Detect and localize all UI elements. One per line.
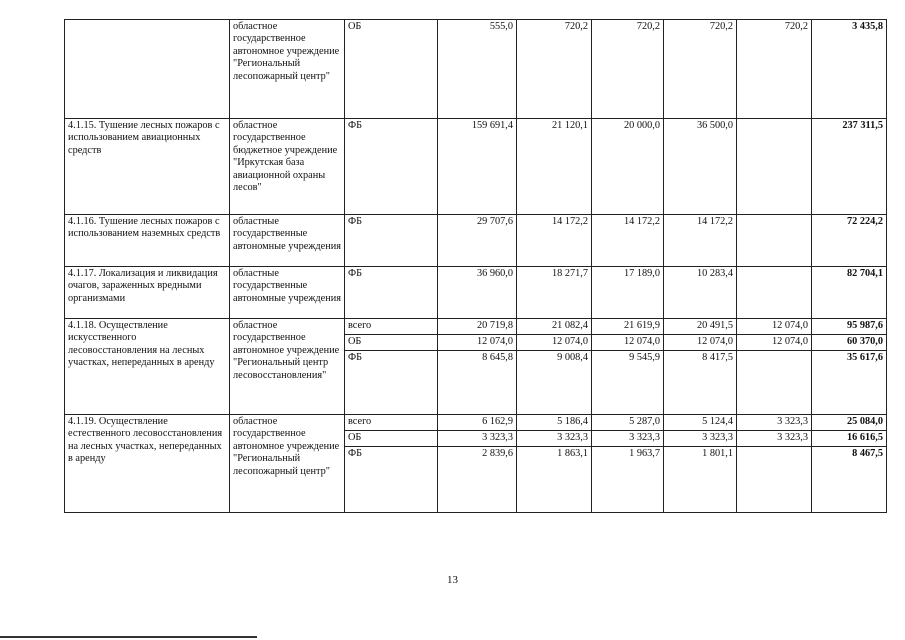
year-amount-cell: 36 500,0 bbox=[664, 119, 737, 215]
year-amount-cell: 3 323,3 bbox=[737, 431, 812, 447]
year-amount-cell: 20 000,0 bbox=[592, 119, 664, 215]
year-amount-cell: 21 120,1 bbox=[517, 119, 592, 215]
page-number: 13 bbox=[447, 574, 458, 586]
activity-name-cell: 4.1.19. Осуществление естественного лесовосстановления на лесных участках, непереданных в аренду bbox=[65, 415, 230, 513]
year-amount-cell: 20 719,8 bbox=[438, 319, 517, 335]
year-amount-cell: 12 074,0 bbox=[592, 335, 664, 351]
total-amount-cell: 16 616,5 bbox=[812, 431, 887, 447]
year-amount-cell: 10 283,4 bbox=[664, 267, 737, 319]
year-amount-cell bbox=[737, 215, 812, 267]
year-amount-cell: 18 271,7 bbox=[517, 267, 592, 319]
year-amount-cell: 720,2 bbox=[664, 20, 737, 119]
year-amount-cell: 2 839,6 bbox=[438, 447, 517, 513]
budget-table bbox=[64, 19, 887, 513]
year-amount-cell: 29 707,6 bbox=[438, 215, 517, 267]
year-amount-cell: 14 172,2 bbox=[664, 215, 737, 267]
table-row bbox=[65, 267, 887, 319]
institution-cell: областные государственные автономные учреждения bbox=[230, 267, 345, 319]
year-amount-cell: 9 545,9 bbox=[592, 351, 664, 415]
year-amount-cell: 9 008,4 bbox=[517, 351, 592, 415]
year-amount-cell: 14 172,2 bbox=[592, 215, 664, 267]
activity-name-cell: 4.1.17. Локализация и ликвидация очагов, зараженных вредными организмами bbox=[65, 267, 230, 319]
year-amount-cell: 3 323,3 bbox=[737, 415, 812, 431]
institution-cell: областное государственное автономное учреждение "Региональный центр лесовосстановления" bbox=[230, 319, 345, 415]
year-amount-cell: 3 323,3 bbox=[664, 431, 737, 447]
year-amount-cell: 21 619,9 bbox=[592, 319, 664, 335]
year-amount-cell: 21 082,4 bbox=[517, 319, 592, 335]
activity-name-cell: 4.1.16. Тушение лесных пожаров с использованием наземных средств bbox=[65, 215, 230, 267]
year-amount-cell: 5 124,4 bbox=[664, 415, 737, 431]
total-amount-cell: 72 224,2 bbox=[812, 215, 887, 267]
funding-source-cell: ОБ bbox=[345, 20, 438, 119]
year-amount-cell: 17 189,0 bbox=[592, 267, 664, 319]
table-body bbox=[65, 20, 887, 513]
activity-name-cell bbox=[65, 20, 230, 119]
year-amount-cell bbox=[737, 267, 812, 319]
table-row bbox=[65, 20, 887, 119]
year-amount-cell: 3 323,3 bbox=[517, 431, 592, 447]
funding-source-cell: всего bbox=[345, 415, 438, 431]
year-amount-cell: 36 960,0 bbox=[438, 267, 517, 319]
institution-cell: областные государственные автономные учреждения bbox=[230, 215, 345, 267]
scan-edge-line bbox=[0, 636, 257, 638]
year-amount-cell: 12 074,0 bbox=[737, 319, 812, 335]
year-amount-cell: 720,2 bbox=[592, 20, 664, 119]
funding-source-cell: ФБ bbox=[345, 351, 438, 415]
year-amount-cell: 5 287,0 bbox=[592, 415, 664, 431]
total-amount-cell: 35 617,6 bbox=[812, 351, 887, 415]
year-amount-cell: 1 963,7 bbox=[592, 447, 664, 513]
total-amount-cell: 8 467,5 bbox=[812, 447, 887, 513]
year-amount-cell: 159 691,4 bbox=[438, 119, 517, 215]
activity-name-cell: 4.1.18. Осуществление искусственного лесовосстановления на лесных участках, непереданных в аренду bbox=[65, 319, 230, 415]
funding-source-cell: ФБ bbox=[345, 447, 438, 513]
total-amount-cell: 60 370,0 bbox=[812, 335, 887, 351]
year-amount-cell bbox=[737, 119, 812, 215]
funding-source-cell: ОБ bbox=[345, 335, 438, 351]
funding-source-cell: ОБ bbox=[345, 431, 438, 447]
institution-cell: областное государственное автономное учреждение "Региональный лесопожарный центр" bbox=[230, 20, 345, 119]
year-amount-cell: 8 645,8 bbox=[438, 351, 517, 415]
table-row bbox=[65, 319, 887, 335]
total-amount-cell: 3 435,8 bbox=[812, 20, 887, 119]
year-amount-cell: 12 074,0 bbox=[438, 335, 517, 351]
table-row bbox=[65, 119, 887, 215]
activity-name-cell: 4.1.15. Тушение лесных пожаров с использованием авиационных средств bbox=[65, 119, 230, 215]
total-amount-cell: 237 311,5 bbox=[812, 119, 887, 215]
table-row bbox=[65, 215, 887, 267]
year-amount-cell: 20 491,5 bbox=[664, 319, 737, 335]
funding-source-cell: ФБ bbox=[345, 215, 438, 267]
year-amount-cell: 3 323,3 bbox=[592, 431, 664, 447]
year-amount-cell: 12 074,0 bbox=[737, 335, 812, 351]
year-amount-cell bbox=[737, 351, 812, 415]
year-amount-cell: 14 172,2 bbox=[517, 215, 592, 267]
year-amount-cell: 6 162,9 bbox=[438, 415, 517, 431]
year-amount-cell: 720,2 bbox=[737, 20, 812, 119]
funding-source-cell: всего bbox=[345, 319, 438, 335]
year-amount-cell: 3 323,3 bbox=[438, 431, 517, 447]
institution-cell: областное государственное бюджетное учреждение "Иркутская база авиационной охраны лесов" bbox=[230, 119, 345, 215]
year-amount-cell: 1 801,1 bbox=[664, 447, 737, 513]
total-amount-cell: 82 704,1 bbox=[812, 267, 887, 319]
total-amount-cell: 25 084,0 bbox=[812, 415, 887, 431]
year-amount-cell: 8 417,5 bbox=[664, 351, 737, 415]
year-amount-cell: 12 074,0 bbox=[517, 335, 592, 351]
funding-source-cell: ФБ bbox=[345, 267, 438, 319]
year-amount-cell: 12 074,0 bbox=[664, 335, 737, 351]
funding-source-cell: ФБ bbox=[345, 119, 438, 215]
year-amount-cell: 720,2 bbox=[517, 20, 592, 119]
year-amount-cell bbox=[737, 447, 812, 513]
institution-cell: областное государственное автономное учреждение "Региональный лесопожарный центр" bbox=[230, 415, 345, 513]
year-amount-cell: 555,0 bbox=[438, 20, 517, 119]
year-amount-cell: 5 186,4 bbox=[517, 415, 592, 431]
table-row bbox=[65, 415, 887, 431]
year-amount-cell: 1 863,1 bbox=[517, 447, 592, 513]
total-amount-cell: 95 987,6 bbox=[812, 319, 887, 335]
